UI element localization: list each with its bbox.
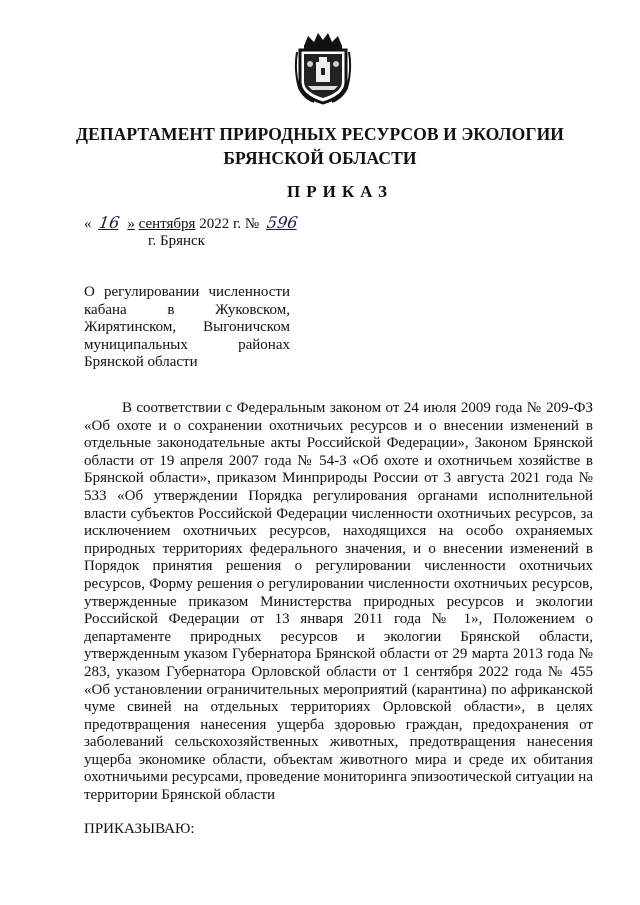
department-title-line-1: ДЕПАРТАМЕНТ ПРИРОДНЫХ РЕСУРСОВ И ЭКОЛОГИИ xyxy=(75,124,564,144)
order-date-line xyxy=(84,212,302,235)
date-month: сентября xyxy=(138,216,196,232)
order-subject: О регулировании численности кабана в Жуковском, Жирятинском, Выгоничском муниципальных районах Брянской области xyxy=(84,284,290,371)
order-body xyxy=(84,400,593,805)
date-close-quote: » xyxy=(127,216,135,232)
order-city: г. Брянск xyxy=(148,233,205,249)
handwritten-order-number: 596 xyxy=(265,213,299,232)
date-year-and-number-label: 2022 г. № xyxy=(199,216,260,232)
order-title: ПРИКАЗ xyxy=(287,182,393,201)
department-title xyxy=(70,122,570,170)
date-open-quote: « xyxy=(84,216,92,232)
department-title-line-2: БРЯНСКОЙ ОБЛАСТИ xyxy=(223,148,417,168)
order-body-text: В соответствии с Федеральным законом от 24 июля 2009 года № 209-ФЗ «Об охоте и о сохранении охотничьих ресурсов и о внесении изменений в отдельные законодательные акты Российской Федерации», Законом Брянской области от 19 апреля 2007 года № 54-З «Об охоте и охотничьем хозяйстве в Брянской области», приказом Минприроды России от 3 августа 2021 года № 533 «Об утверждении Порядка регулирования органами исполнительной власти субъектов Российской Федерации численности охотничьих ресурсов, за исключением охотничьих ресурсов, находящихся на особо охраняемых природных территориях федерального значения, и о внесении изменений в Порядок принятия решения о регулировании численности охотничьих ресурсов, Форму решения о регулировании численности охотничьих ресурсов, утвержденные приказом Министерства природных ресурсов и экологии Российской Федерации от 13 января 2011 года № 1», Положением о департаменте природных ресурсов и экологии Брянской области, утвержденным указом Губернатора Брянской области от 29 марта 2013 года № 283, указом Губернатора Орловской области от 1 сентября 2022 года № 455 «Об установлении ограничительных мероприятий (карантина) по африканской чуме свиней на отдельных территориях Орловской области», в целях предотвращения нанесения ущерба здоровью граждан, предохранения от заболеваний сельскохозяйственных животных, предотвращения нанесения ущерба экономике области, объектам животного мира и среде их обитания охотничьими ресурсами, проведение мониторинга эпизоотической ситуации на территории Брянской области xyxy=(84,400,593,804)
decree-word: ПРИКАЗЫВАЮ: xyxy=(84,821,195,837)
handwritten-day: 16 xyxy=(97,213,122,232)
bryansk-coat-of-arms-icon xyxy=(294,30,352,106)
